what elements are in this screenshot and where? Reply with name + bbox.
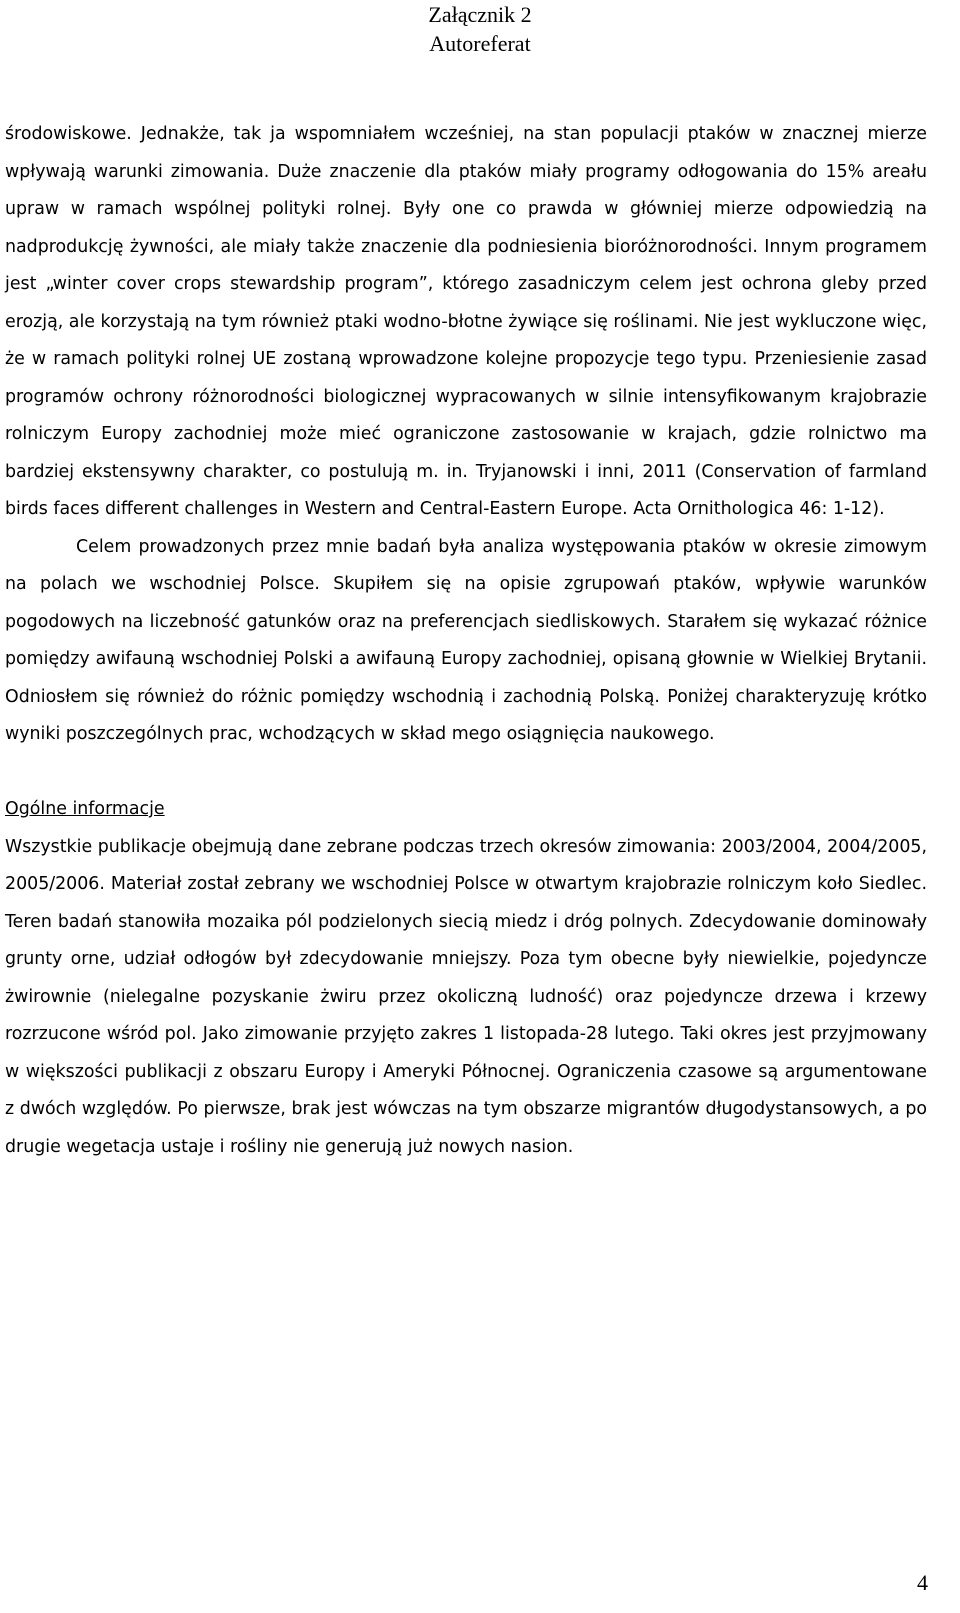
section-heading-general-info: Ogólne informacje (5, 799, 165, 819)
document-body (5, 116, 927, 1166)
header-attachment-label: Załącznik 2 (428, 2, 532, 27)
page-number: 4 (917, 1570, 928, 1595)
header-document-title: Autoreferat (429, 31, 531, 56)
paragraph-continuation: środowiskowe. Jednakże, tak ja wspomniałem wcześniej, na stan populacji ptaków w znacznej mierze wpływają warunki zimowania. Duże znaczenie dla ptaków miały programy odłogowania do 15% areału upraw w ramach wspólnej polityki rolnej. Były one co prawda w główniej mierze odpowiedzią na nadprodukcję żywności, ale miały także znaczenie dla podniesienia bioróżnorodności. Innym programem jest „winter cover crops stewardship program”, którego zasadniczym celem jest ochrona gleby przed erozją, ale korzystają na tym również ptaki wodno-błotne żywiące się roślinami. Nie jest wykluczone więc, że w ramach polityki rolnej UE zostaną wprowadzone kolejne propozycje tego typu. Przeniesienie zasad programów ochrony różnorodności biologicznej wypracowanych w silnie intensyfikowanym krajobrazie rolniczym Europy zachodniej może mieć ograniczone zastosowanie w krajach, gdzie rolnictwo ma bardziej ekstensywny charakter, co postulują m. in. Tryjanowski i inni, 2011 (Conservation of farmland birds faces different challenges in Western and Central-Eastern Europe. Acta Ornithologica 46: 1-12). (5, 124, 927, 519)
page-header (0, 0, 960, 58)
paragraph-spacer (5, 754, 927, 792)
paragraph-research-aim: Celem prowadzonych przez mnie badań była analiza występowania ptaków w okresie zimowym na polach we wschodniej Polsce. Skupiłem się na opisie zgrupowań ptaków, wpływie warunków pogodowych na liczebność gatunków oraz na preferencjach siedliskowych. Starałem się wykazać różnice pomiędzy awifauną wschodniej Polski a awifauną Europy zachodniej, opisaną głownie w Wielkiej Brytanii. Odniosłem się również do różnic pomiędzy wschodnią i zachodnią Polską. Poniżej charakteryzuję krótko wyniki poszczególnych prac, wchodzących w skład mego osiągnięcia naukowego. (5, 536, 927, 744)
paragraph-general-info: Wszystkie publikacje obejmują dane zebrane podczas trzech okresów zimowania: 2003/2004, 2004/2005, 2005/2006. Materiał został zebrany we wschodniej Polsce w otwartym krajobrazie rolniczym koło Siedlec. Teren badań stanowiła mozaika pól podzielonych siecią miedz i dróg polnych. Zdecydowanie dominowały grunty orne, udział odłogów był zdecydowanie mniejszy. Poza tym obecne były niewielkie, pojedyncze żwirownie (nielegalne pozyskanie żwiru przez okoliczną ludność) oraz pojedyncze drzewa i krzewy rozrzucone wśród pol. Jako zimowanie przyjęto zakres 1 listopada-28 lutego. Taki okres jest przyjmowany w większości publikacji z obszaru Europy i Ameryki Północnej. Ograniczenia czasowe są argumentowane z dwóch względów. Po pierwsze, brak jest wówczas na tym obszarze migrantów długodystansowych, a po drugie wegetacja ustaje i rośliny nie generują już nowych nasion. (5, 836, 927, 1157)
